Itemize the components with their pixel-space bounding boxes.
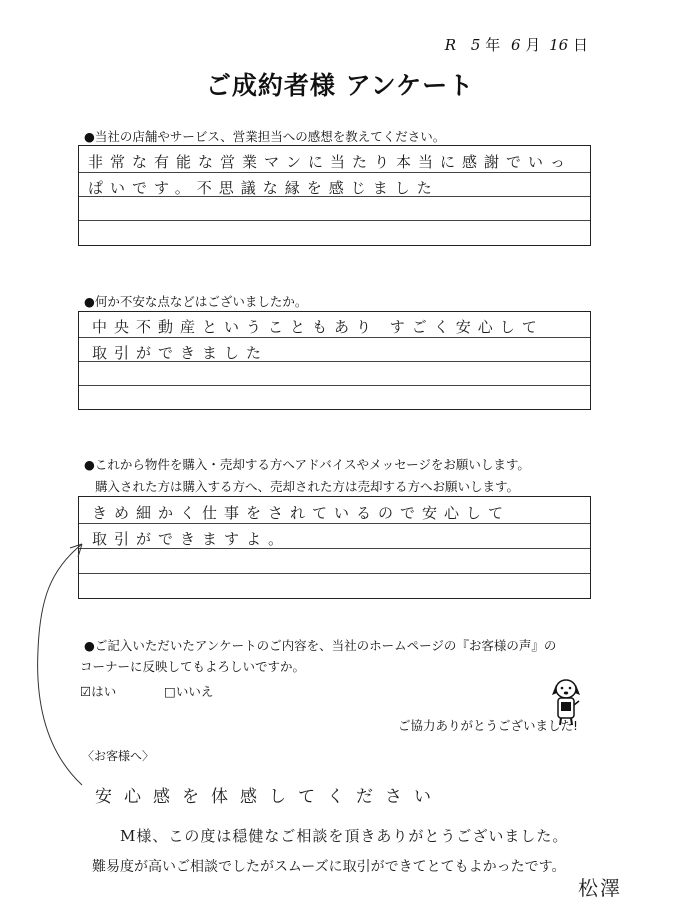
date-month-unit: 月 <box>525 36 541 54</box>
customer-handwritten-reply: 安心感を体感してください <box>95 787 443 807</box>
staff-message-line-1: M様、この度は穏健なご相談を頂きありがとうございました。 <box>120 827 569 845</box>
date-day: 16 <box>549 36 569 54</box>
date-era: R <box>444 36 457 54</box>
survey-date <box>445 34 588 55</box>
question-4-sublabel: コーナーに反映してもよろしいですか。 <box>80 659 306 674</box>
answer-3-line-1: きめ細かく仕事をされているので安心して <box>92 504 511 522</box>
consent-no-option[interactable] <box>164 682 213 700</box>
answer-1-line-2: ぱいです。不思議な縁を感じました <box>88 179 439 197</box>
staff-signature: 松澤 <box>578 876 622 900</box>
answer-1-line-1: 非常な有能な営業マンに当たり本当に感謝でいっ <box>88 153 573 171</box>
staff-message-line-2: 難易度が高いご相談でしたがスムーズに取引ができてとてもよかったです。 <box>92 859 566 875</box>
date-year: 5 <box>470 36 481 54</box>
question-3-sublabel: 購入された方は購入する方へ、売却された方は売却する方へお願いします。 <box>95 479 520 494</box>
answer-2-line-1: 中央不動産ということもあり すごく安心して <box>92 318 544 336</box>
question-4-label: ●ご記入いただいたアンケートのご内容を、当社のホームページの『お客様の声』の <box>84 638 557 653</box>
question-1-label: ●当社の店舗やサービス、営業担当への感想を教えてください。 <box>84 129 446 144</box>
question-2-label: ●何か不安な点などはございましたか。 <box>84 294 308 309</box>
date-year-unit: 年 <box>485 36 501 54</box>
thanks-message: ご協力ありがとうございました! <box>398 718 579 733</box>
answer-3-line-2: 取引ができますよ。 <box>92 530 291 548</box>
hand-drawn-arrow-icon <box>20 530 110 790</box>
date-day-unit: 日 <box>572 36 588 54</box>
question-3-label: ●これから物件を購入・売却する方へアドバイスやメッセージをお願いします。 <box>84 457 530 472</box>
date-month: 6 <box>510 36 521 54</box>
to-customer-label: 〈お客様へ〉 <box>82 749 155 763</box>
checkbox-empty-icon[interactable]: □ <box>164 684 176 699</box>
answer-2-line-2: 取引ができました <box>92 344 269 362</box>
checkbox-checked-icon[interactable]: ☑ <box>80 684 92 699</box>
page-title: ご成約者様 アンケート <box>205 71 475 100</box>
consent-yes-label: はい <box>91 684 117 699</box>
consent-no-label: いいえ <box>175 684 214 699</box>
